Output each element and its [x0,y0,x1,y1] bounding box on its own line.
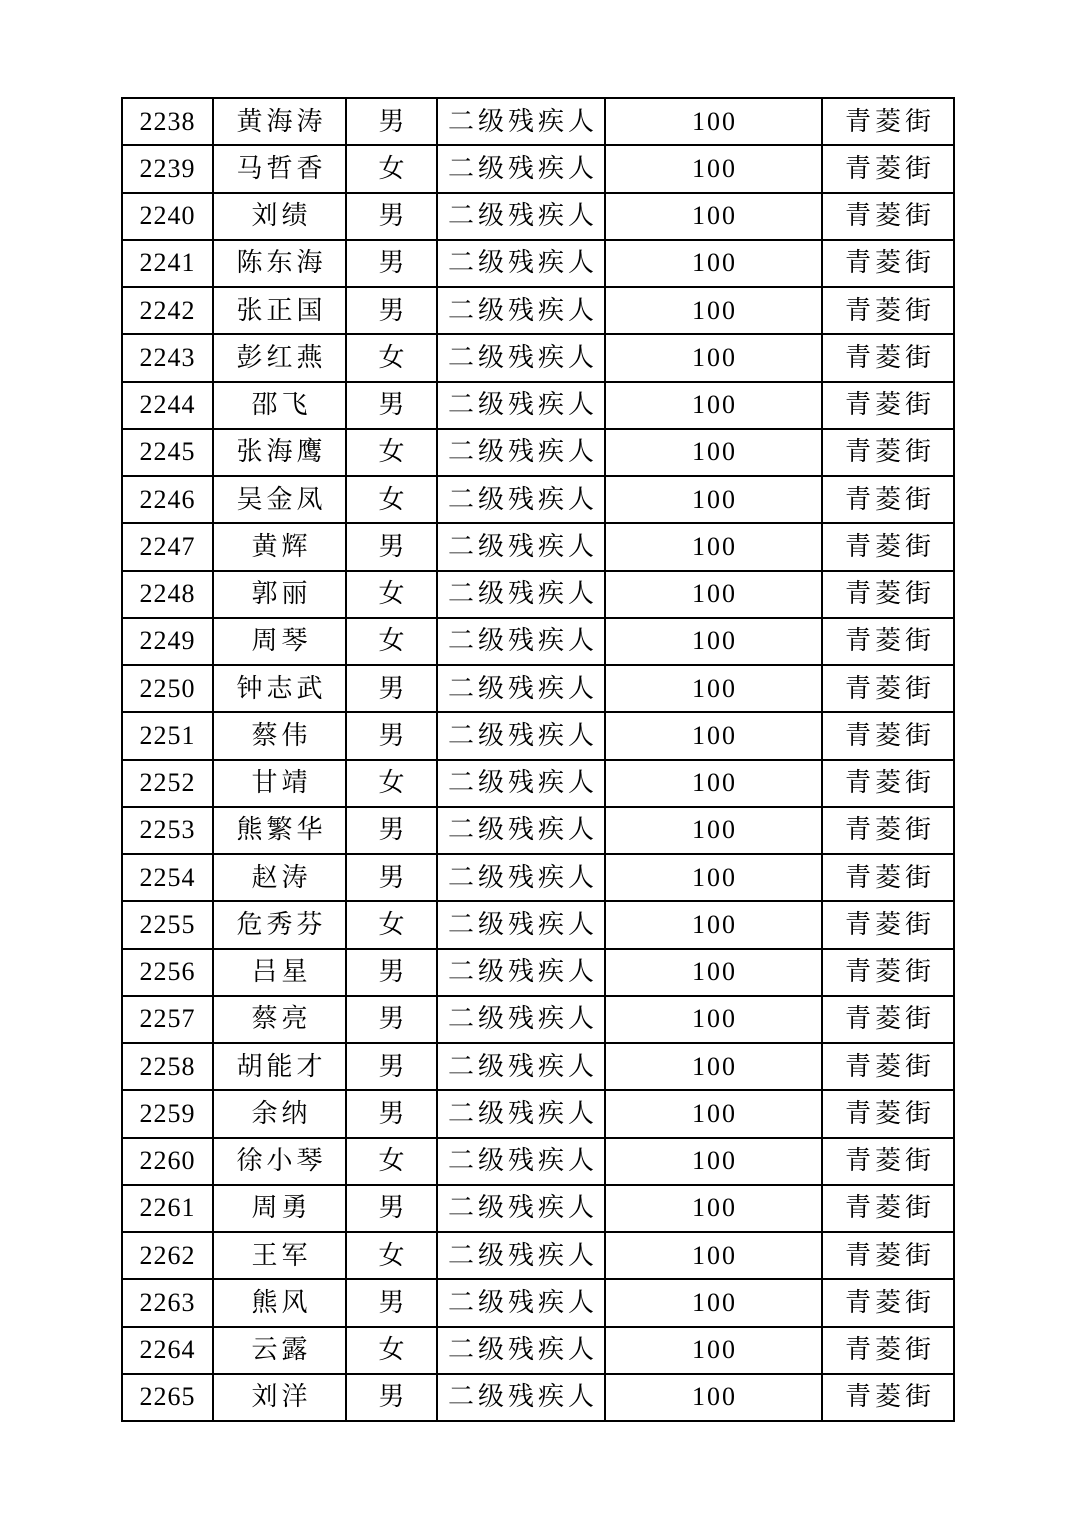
benefit-recipient-table [121,97,955,1422]
cell-name: 熊风 [213,1279,346,1326]
cell-street: 青菱街 [822,1043,954,1090]
cell-category: 二级残疾人 [437,996,605,1043]
cell-street: 青菱街 [822,1232,954,1279]
cell-street: 青菱街 [822,429,954,476]
cell-name: 陈东海 [213,240,346,287]
cell-gender: 男 [346,287,437,334]
cell-street: 青菱街 [822,996,954,1043]
cell-street: 青菱街 [822,98,954,145]
table-row [122,1043,954,1090]
cell-gender: 女 [346,1327,437,1374]
cell-category: 二级残疾人 [437,712,605,759]
table-row [122,1374,954,1421]
cell-amount: 100 [605,1327,822,1374]
cell-street: 青菱街 [822,1279,954,1326]
cell-category: 二级残疾人 [437,901,605,948]
cell-amount: 100 [605,618,822,665]
cell-serial-number: 2262 [122,1232,213,1279]
cell-amount: 100 [605,665,822,712]
cell-name: 吕星 [213,949,346,996]
cell-gender: 女 [346,476,437,523]
cell-amount: 100 [605,1279,822,1326]
cell-gender: 男 [346,665,437,712]
cell-name: 刘绩 [213,193,346,240]
cell-name: 王军 [213,1232,346,1279]
cell-amount: 100 [605,854,822,901]
cell-name: 徐小琴 [213,1138,346,1185]
cell-category: 二级残疾人 [437,1374,605,1421]
cell-name: 甘靖 [213,760,346,807]
cell-gender: 女 [346,760,437,807]
table-row [122,712,954,759]
cell-amount: 100 [605,334,822,381]
cell-amount: 100 [605,1138,822,1185]
cell-category: 二级残疾人 [437,949,605,996]
cell-category: 二级残疾人 [437,1138,605,1185]
cell-category: 二级残疾人 [437,1185,605,1232]
cell-amount: 100 [605,712,822,759]
cell-name: 刘洋 [213,1374,346,1421]
table-row [122,996,954,1043]
cell-street: 青菱街 [822,1138,954,1185]
cell-name: 胡能才 [213,1043,346,1090]
table-row [122,665,954,712]
cell-serial-number: 2246 [122,476,213,523]
cell-gender: 女 [346,901,437,948]
cell-amount: 100 [605,98,822,145]
cell-gender: 女 [346,145,437,192]
cell-serial-number: 2260 [122,1138,213,1185]
cell-name: 郭丽 [213,571,346,618]
cell-street: 青菱街 [822,712,954,759]
cell-street: 青菱街 [822,334,954,381]
cell-name: 马哲香 [213,145,346,192]
cell-amount: 100 [605,1232,822,1279]
cell-amount: 100 [605,996,822,1043]
cell-category: 二级残疾人 [437,807,605,854]
table-row [122,429,954,476]
table-row [122,949,954,996]
cell-serial-number: 2240 [122,193,213,240]
cell-category: 二级残疾人 [437,665,605,712]
table-row [122,382,954,429]
cell-category: 二级残疾人 [437,240,605,287]
cell-serial-number: 2245 [122,429,213,476]
cell-amount: 100 [605,1185,822,1232]
cell-serial-number: 2251 [122,712,213,759]
cell-name: 彭红燕 [213,334,346,381]
cell-street: 青菱街 [822,1374,954,1421]
cell-serial-number: 2265 [122,1374,213,1421]
cell-serial-number: 2258 [122,1043,213,1090]
cell-amount: 100 [605,901,822,948]
cell-serial-number: 2256 [122,949,213,996]
cell-serial-number: 2241 [122,240,213,287]
cell-name: 蔡亮 [213,996,346,1043]
table-row [122,760,954,807]
cell-gender: 男 [346,854,437,901]
cell-name: 蔡伟 [213,712,346,759]
table-row [122,523,954,570]
cell-gender: 男 [346,1090,437,1137]
table-row [122,1327,954,1374]
cell-gender: 男 [346,382,437,429]
cell-gender: 男 [346,193,437,240]
cell-street: 青菱街 [822,854,954,901]
cell-gender: 女 [346,1138,437,1185]
cell-category: 二级残疾人 [437,382,605,429]
cell-amount: 100 [605,1090,822,1137]
cell-amount: 100 [605,287,822,334]
table-row [122,476,954,523]
cell-name: 钟志武 [213,665,346,712]
cell-gender: 女 [346,571,437,618]
cell-category: 二级残疾人 [437,760,605,807]
cell-serial-number: 2243 [122,334,213,381]
cell-name: 余纳 [213,1090,346,1137]
table-row [122,240,954,287]
cell-gender: 女 [346,1232,437,1279]
cell-street: 青菱街 [822,901,954,948]
cell-street: 青菱街 [822,1090,954,1137]
table-row [122,854,954,901]
table-row [122,807,954,854]
cell-amount: 100 [605,193,822,240]
cell-name: 危秀芬 [213,901,346,948]
cell-gender: 男 [346,1279,437,1326]
cell-serial-number: 2253 [122,807,213,854]
cell-category: 二级残疾人 [437,1043,605,1090]
cell-serial-number: 2247 [122,523,213,570]
cell-gender: 男 [346,996,437,1043]
table-row [122,193,954,240]
table-row [122,618,954,665]
table-row [122,901,954,948]
cell-category: 二级残疾人 [437,193,605,240]
cell-street: 青菱街 [822,287,954,334]
cell-serial-number: 2252 [122,760,213,807]
cell-category: 二级残疾人 [437,476,605,523]
table-body [122,98,954,1421]
cell-name: 熊繁华 [213,807,346,854]
cell-street: 青菱街 [822,145,954,192]
cell-serial-number: 2248 [122,571,213,618]
cell-serial-number: 2242 [122,287,213,334]
cell-amount: 100 [605,807,822,854]
cell-street: 青菱街 [822,665,954,712]
cell-serial-number: 2261 [122,1185,213,1232]
cell-street: 青菱街 [822,807,954,854]
cell-gender: 男 [346,523,437,570]
cell-category: 二级残疾人 [437,1279,605,1326]
table-row [122,1185,954,1232]
cell-name: 赵涛 [213,854,346,901]
cell-street: 青菱街 [822,193,954,240]
cell-amount: 100 [605,145,822,192]
cell-gender: 男 [346,98,437,145]
cell-gender: 男 [346,807,437,854]
table-row [122,334,954,381]
cell-name: 云露 [213,1327,346,1374]
table-row [122,1090,954,1137]
cell-street: 青菱街 [822,1185,954,1232]
cell-serial-number: 2249 [122,618,213,665]
cell-category: 二级残疾人 [437,429,605,476]
cell-amount: 100 [605,1374,822,1421]
cell-amount: 100 [605,1043,822,1090]
cell-category: 二级残疾人 [437,854,605,901]
cell-category: 二级残疾人 [437,1327,605,1374]
cell-name: 周琴 [213,618,346,665]
cell-street: 青菱街 [822,949,954,996]
cell-name: 张海鹰 [213,429,346,476]
cell-name: 邵飞 [213,382,346,429]
cell-serial-number: 2238 [122,98,213,145]
cell-gender: 男 [346,712,437,759]
cell-street: 青菱街 [822,618,954,665]
cell-gender: 男 [346,240,437,287]
cell-serial-number: 2263 [122,1279,213,1326]
cell-category: 二级残疾人 [437,1090,605,1137]
cell-category: 二级残疾人 [437,1232,605,1279]
table-row [122,1279,954,1326]
cell-category: 二级残疾人 [437,98,605,145]
cell-serial-number: 2239 [122,145,213,192]
cell-street: 青菱街 [822,382,954,429]
cell-serial-number: 2250 [122,665,213,712]
cell-serial-number: 2264 [122,1327,213,1374]
cell-name: 黄海涛 [213,98,346,145]
cell-name: 黄辉 [213,523,346,570]
cell-name: 张正国 [213,287,346,334]
cell-amount: 100 [605,429,822,476]
cell-amount: 100 [605,760,822,807]
cell-amount: 100 [605,571,822,618]
cell-name: 吴金凤 [213,476,346,523]
cell-name: 周勇 [213,1185,346,1232]
cell-gender: 男 [346,1043,437,1090]
cell-gender: 男 [346,1185,437,1232]
cell-category: 二级残疾人 [437,334,605,381]
cell-street: 青菱街 [822,240,954,287]
cell-serial-number: 2259 [122,1090,213,1137]
table-row [122,1232,954,1279]
table-row [122,571,954,618]
cell-street: 青菱街 [822,760,954,807]
cell-category: 二级残疾人 [437,145,605,192]
cell-category: 二级残疾人 [437,523,605,570]
cell-category: 二级残疾人 [437,287,605,334]
cell-amount: 100 [605,476,822,523]
cell-amount: 100 [605,240,822,287]
cell-gender: 女 [346,429,437,476]
cell-gender: 男 [346,949,437,996]
table-row [122,1138,954,1185]
table-row [122,145,954,192]
cell-amount: 100 [605,382,822,429]
cell-gender: 男 [346,1374,437,1421]
cell-serial-number: 2255 [122,901,213,948]
cell-gender: 女 [346,618,437,665]
cell-category: 二级残疾人 [437,571,605,618]
cell-serial-number: 2257 [122,996,213,1043]
cell-amount: 100 [605,949,822,996]
cell-gender: 女 [346,334,437,381]
cell-serial-number: 2244 [122,382,213,429]
cell-street: 青菱街 [822,1327,954,1374]
cell-street: 青菱街 [822,523,954,570]
cell-street: 青菱街 [822,571,954,618]
cell-category: 二级残疾人 [437,618,605,665]
cell-street: 青菱街 [822,476,954,523]
table-row [122,98,954,145]
table-row [122,287,954,334]
cell-amount: 100 [605,523,822,570]
cell-serial-number: 2254 [122,854,213,901]
